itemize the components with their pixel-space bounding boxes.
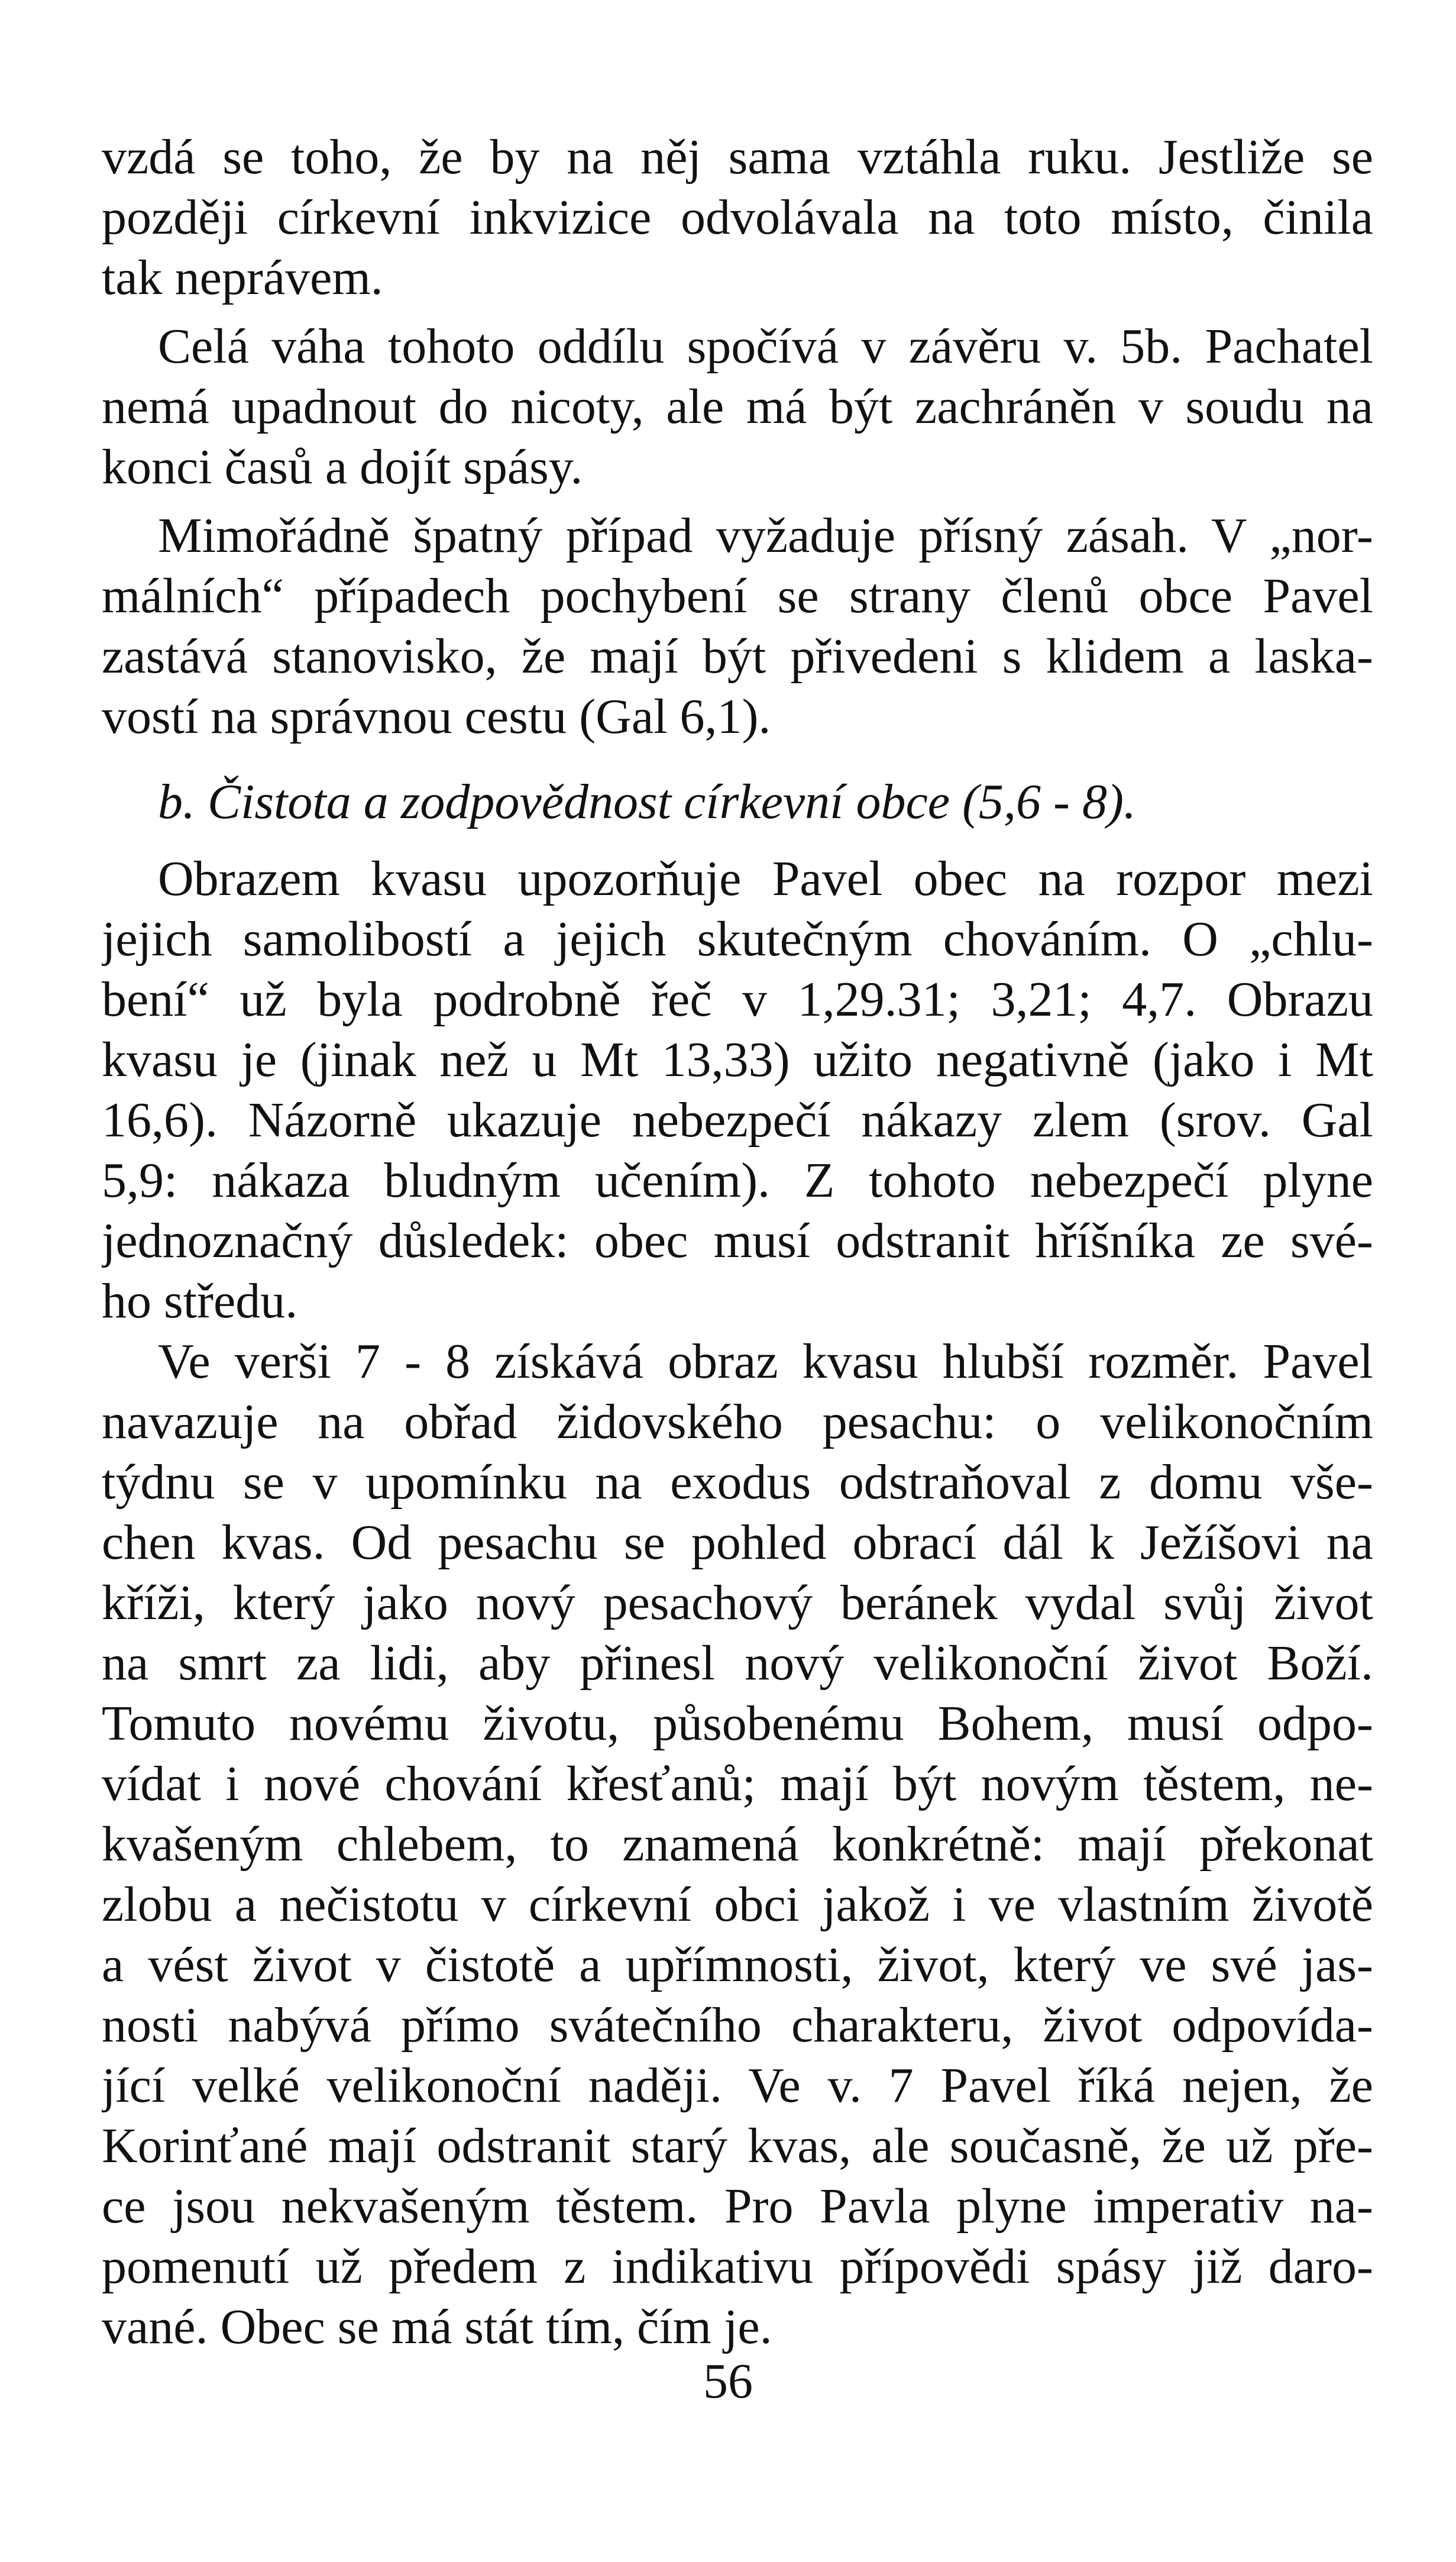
text-line: zlobu a nečistotu v církevní obci jakož i ve vlastním životě: [102, 1877, 1373, 1932]
text-line: konci časů a dojít spásy.: [102, 440, 583, 495]
text-line: na smrt za lidi, aby přinesl nový velikonoční život Boží.: [102, 1636, 1373, 1691]
text-line: bení“ už byla podrobně řeč v 1,29.31; 3,21; 4,7. Obrazu: [102, 972, 1373, 1027]
text-line: Korinťané mají odstranit starý kvas, ale současně, že už pře-: [102, 2118, 1373, 2173]
text-line: později církevní inkvizice odvolávala na toto místo, činila: [102, 190, 1373, 245]
text-line: Tomuto novému životu, působenému Bohem, musí odpo-: [102, 1696, 1373, 1751]
book-page: [102, 124, 1373, 2431]
text-line: Mimořádně špatný případ vyžaduje přísný zásah. V „nor-: [158, 508, 1373, 563]
text-line: vostí na správnou cestu (Gal 6,1).: [102, 689, 771, 744]
text-line: zastává stanovisko, že mají být přivedeni s klidem a laska-: [102, 629, 1373, 684]
text-line: nosti nabývá přímo svátečního charakteru, život odpovída-: [102, 1998, 1373, 2053]
text-line: jící velké velikonoční naději. Ve v. 7 Pavel říká nejen, že: [102, 2058, 1373, 2113]
text-line: Ve verši 7 - 8 získává obraz kvasu hlubší rozměr. Pavel: [158, 1334, 1373, 1389]
page-number: 56: [703, 2354, 753, 2409]
text-line: pomenutí už předem z indikativu přípovědi spásy již daro-: [102, 2239, 1373, 2294]
text-line: kříži, který jako nový pesachový beránek vydal svůj život: [102, 1575, 1373, 1630]
text-line: a vést život v čistotě a upřímnosti, život, který ve své jas-: [102, 1937, 1373, 1992]
text-line: vané. Obec se má stát tím, čím je.: [102, 2299, 772, 2354]
text-line: kvašeným chlebem, to znamená konkrétně: mají překonat: [102, 1817, 1373, 1872]
text-line: 16,6). Názorně ukazuje nebezpečí nákazy zlem (srov. Gal: [102, 1093, 1373, 1148]
text-line: Obrazem kvasu upozorňuje Pavel obec na rozpor mezi: [158, 851, 1373, 906]
text-line: chen kvas. Od pesachu se pohled obrací dál k Ježíšovi na: [102, 1515, 1373, 1570]
text-line: vzdá se toho, že by na něj sama vztáhla ruku. Jestliže se: [102, 130, 1373, 185]
text-line: tak neprávem.: [102, 250, 383, 305]
text-line: málních“ případech pochybení se strany členů obce Pavel: [102, 568, 1373, 623]
text-line: navazuje na obřad židovského pesachu: o velikonočním: [102, 1394, 1373, 1449]
text-line: vídat i nové chování křesťanů; mají být novým těstem, ne-: [102, 1756, 1373, 1811]
text-line: jednoznačný důsledek: obec musí odstranit hříšníka ze své-: [102, 1213, 1373, 1268]
text-line: jejich samolibostí a jejich skutečným chováním. O „chlu-: [102, 912, 1373, 967]
section-heading: b. Čistota a zodpovědnost církevní obce (5,6 - 8).: [158, 774, 1136, 829]
text-line: ho středu.: [102, 1274, 298, 1329]
text-line: nemá upadnout do nicoty, ale má být zachráněn v soudu na: [102, 379, 1373, 434]
text-line: kvasu je (jinak než u Mt 13,33) užito negativně (jako i Mt: [102, 1032, 1373, 1087]
text-line: ce jsou nekvašeným těstem. Pro Pavla plyne imperativ na-: [102, 2179, 1373, 2234]
text-line: týdnu se v upomínku na exodus odstraňoval z domu vše-: [102, 1455, 1373, 1510]
text-line: Celá váha tohoto oddílu spočívá v závěru v. 5b. Pachatel: [158, 319, 1373, 374]
text-line: 5,9: nákaza bludným učením). Z tohoto nebezpečí plyne: [102, 1153, 1373, 1208]
